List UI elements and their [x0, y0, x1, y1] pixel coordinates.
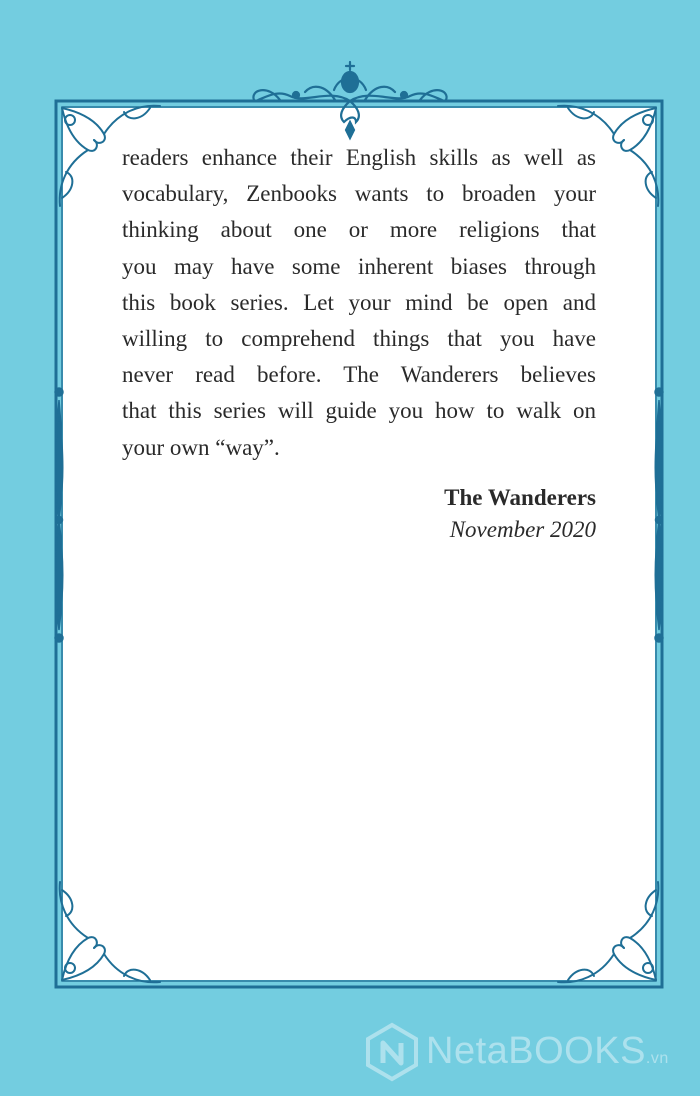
watermark-suffix: .vn — [645, 1050, 669, 1067]
watermark-brand: NetaBOOKS.vn — [426, 1030, 669, 1072]
netabooks-logo-icon — [364, 1022, 420, 1082]
signature-name: The Wanderers — [444, 485, 596, 510]
watermark — [364, 1020, 700, 1084]
body-text — [122, 140, 596, 466]
signature-date: November 2020 — [449, 517, 596, 542]
body-line: thinking about one or more religions that — [122, 217, 596, 243]
body-line: readers enhance their English skills as well as — [122, 145, 596, 170]
body-line: willing to comprehend things that you have — [122, 325, 596, 351]
body-line: that this series will guide you how to walk on — [122, 398, 596, 424]
body-line: vocabulary, Zenbooks wants to broaden your — [122, 181, 596, 207]
body-line: you may have some inherent biases through — [122, 253, 596, 279]
body-line: this book series. Let your mind be open and — [122, 289, 596, 315]
body-line: never read before. The Wanderers believes — [122, 362, 596, 388]
body-line: your own “way”. — [122, 434, 280, 460]
signature-block — [444, 482, 596, 546]
